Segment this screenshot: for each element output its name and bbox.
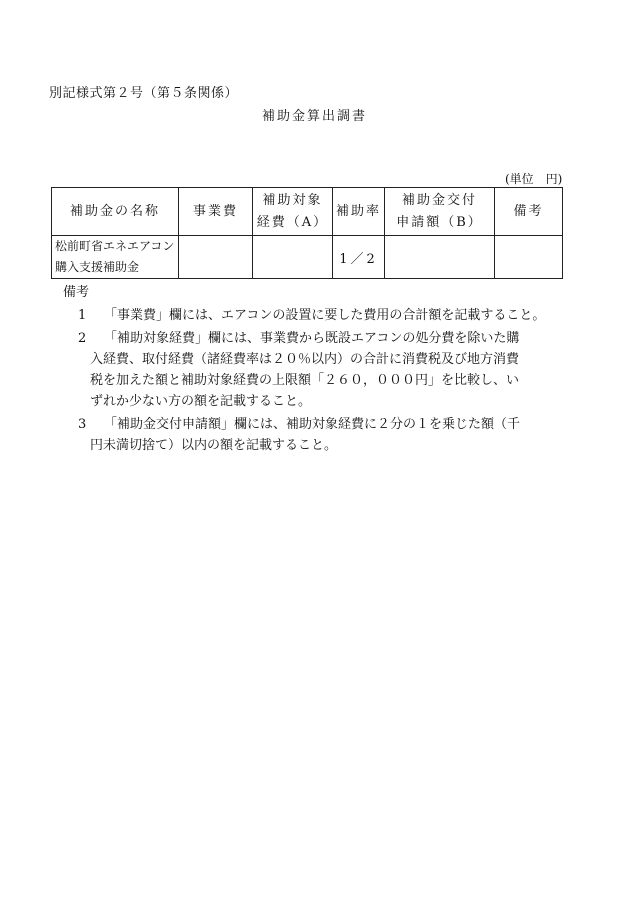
note-line: 円未満切捨て）以内の額を記載すること。	[90, 438, 338, 453]
form-number: 別記様式第２号（第５条関係）	[49, 86, 239, 101]
note-line: 税を加えた額と補助対象経費の上限額「２６０，０００円」を比較し、い	[90, 373, 520, 388]
cell-subsidy-name-line1: 松前町省エネエアコン	[55, 239, 175, 253]
note-item-3	[49, 414, 594, 456]
cell-remarks	[495, 236, 563, 279]
cell-subsidy-rate: 1／2	[333, 236, 385, 279]
cell-application-amount	[385, 236, 495, 279]
note-item-2	[49, 328, 594, 412]
header-subsidy-rate	[333, 188, 385, 236]
note-item-1	[49, 305, 594, 326]
note-line: ずれか少ない方の額を記載すること。	[90, 394, 312, 409]
document-title: 補助金算出調書	[262, 109, 368, 124]
cell-eligible-cost	[253, 236, 333, 279]
header-eligible-cost-line1: 補助対象	[262, 192, 323, 208]
table-header-row	[52, 188, 563, 236]
header-eligible-cost-line2: 経費（A）	[256, 214, 329, 230]
cell-subsidy-name-line2: 購入支援補助金	[55, 260, 140, 274]
header-subsidy-name-label: 補助金の名称	[69, 203, 160, 219]
cell-subsidy-name	[52, 236, 179, 279]
header-subsidy-rate-label: 補助率	[335, 203, 381, 219]
header-application-amount-line1: 補助金交付	[401, 192, 477, 208]
note-line: 「補助金交付申請額」欄には、補助対象経費に２分の１を乗じた額（千	[104, 417, 521, 432]
note-line: 入経費、取付経費（諸経費率は２０％以内）の合計に消費税及び地方消費	[90, 352, 520, 367]
subsidy-calculation-table	[51, 187, 563, 279]
note-line: 「補助対象経費」欄には、事業費から既設エアコンの処分費を除いた購	[104, 331, 520, 346]
note-number: 2	[78, 331, 87, 346]
header-application-amount	[385, 188, 495, 236]
header-subsidy-name	[52, 188, 179, 236]
header-project-cost-label: 事業費	[192, 203, 238, 219]
cell-project-cost	[179, 236, 253, 279]
header-remarks-label: 備考	[513, 203, 544, 219]
notes-section	[49, 283, 594, 456]
header-application-amount-line2: 申請額（B）	[396, 214, 483, 230]
header-remarks	[495, 188, 563, 236]
header-eligible-cost	[253, 188, 333, 236]
table-row	[52, 236, 563, 279]
note-number: 3	[78, 417, 87, 432]
unit-label: (単位 円)	[505, 172, 563, 186]
note-number: 1	[78, 308, 87, 323]
note-line: 「事業費」欄には、エアコンの設置に要した費用の合計額を記載すること。	[104, 308, 546, 323]
notes-heading: 備考	[63, 285, 90, 300]
header-project-cost	[179, 188, 253, 236]
